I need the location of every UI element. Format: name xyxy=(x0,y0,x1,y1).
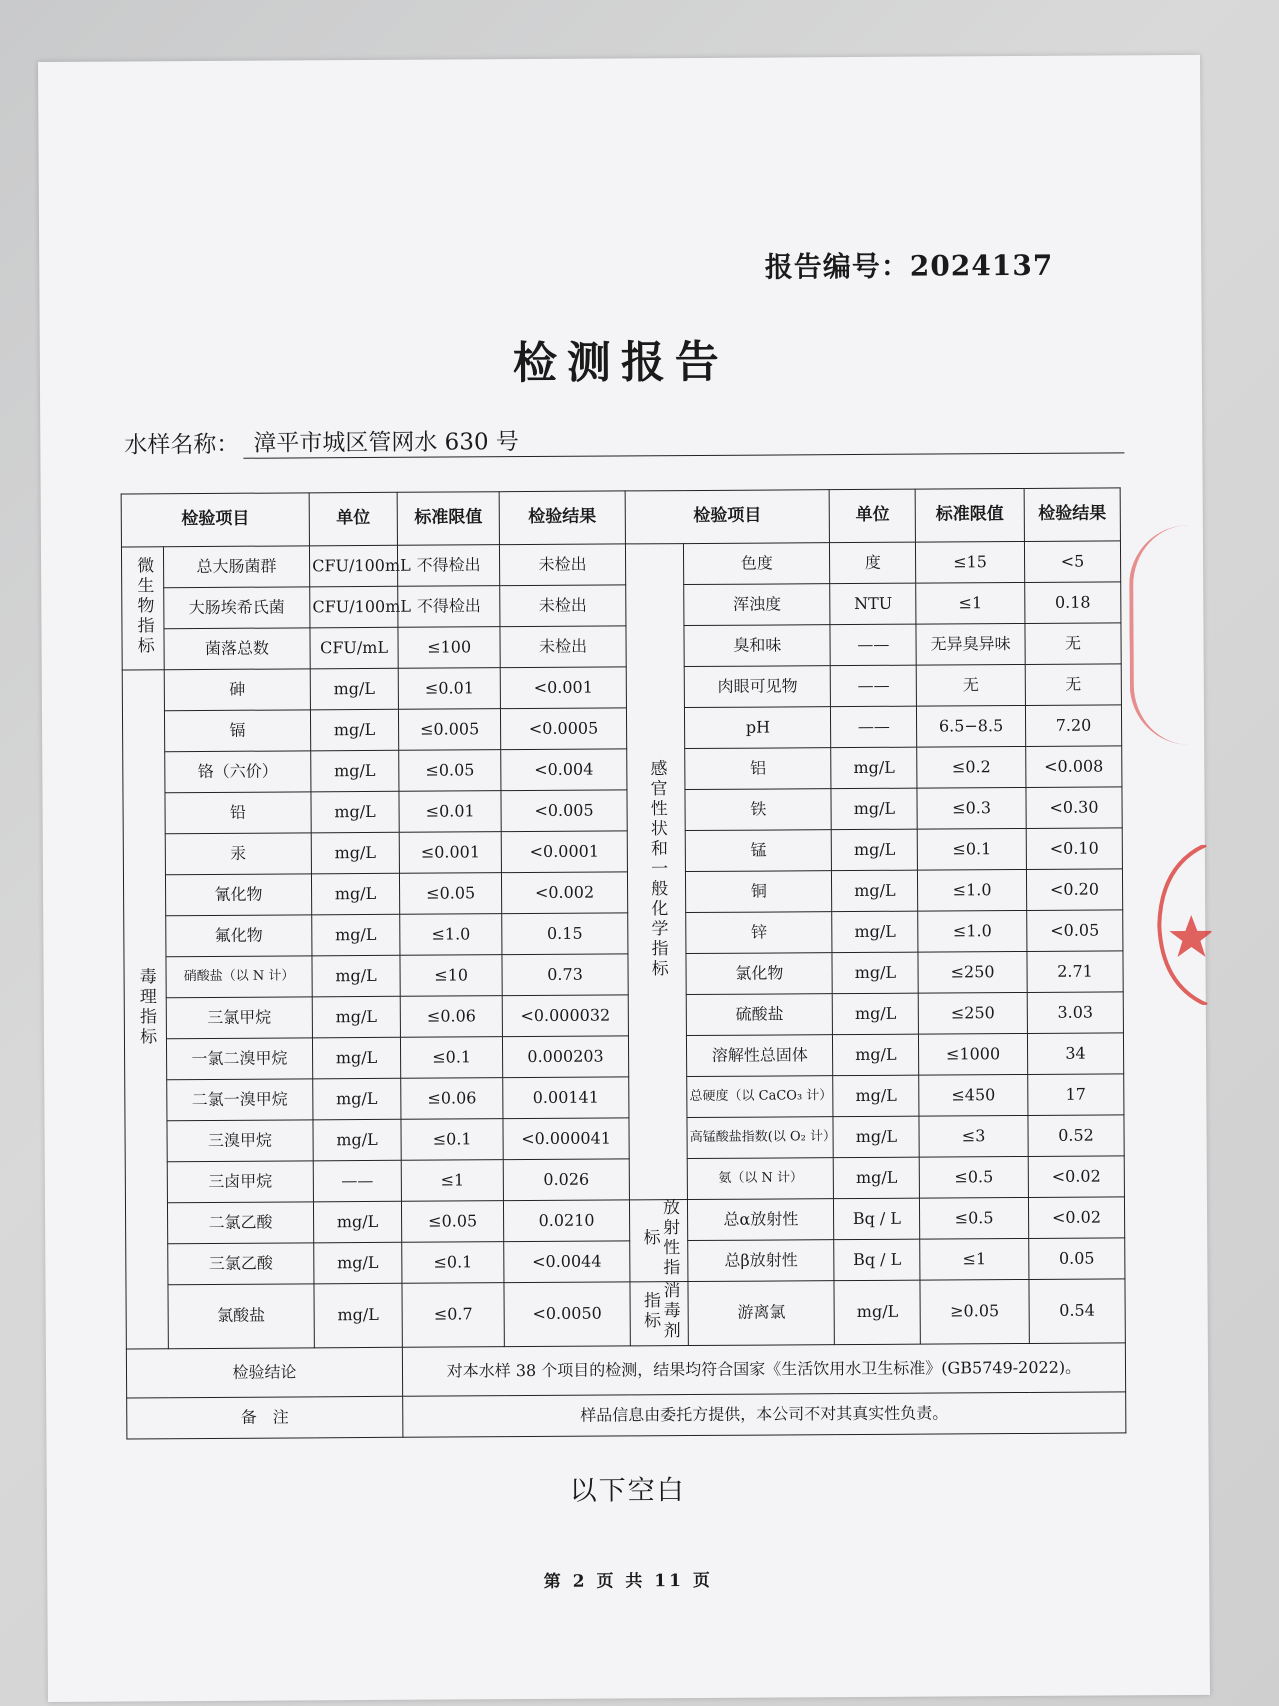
left-item-unit: mg/L xyxy=(312,955,400,997)
left-item-name: 氰化物 xyxy=(165,874,312,916)
right-item-limit: ≤0.1 xyxy=(917,828,1026,870)
right-item-name: 氯化物 xyxy=(686,953,833,995)
left-item-name: 一氯二溴甲烷 xyxy=(166,1038,313,1080)
left-item-result: <0.0001 xyxy=(501,831,627,873)
right-item-limit: ≥0.05 xyxy=(920,1279,1029,1344)
group-disinfect xyxy=(630,1282,689,1346)
table-row xyxy=(124,951,1123,998)
right-item-unit: —— xyxy=(830,624,916,666)
left-item-unit: mg/L xyxy=(313,1037,401,1079)
right-item-unit: mg/L xyxy=(833,993,919,1035)
right-item-result: 3.03 xyxy=(1027,992,1123,1034)
table-row xyxy=(123,828,1122,875)
left-item-unit: —— xyxy=(313,1160,401,1202)
blank-note: 以下空白 xyxy=(569,1475,686,1507)
right-item-result: 0.52 xyxy=(1028,1115,1124,1157)
right-item-result: <0.008 xyxy=(1026,746,1122,788)
left-item-name: 氯酸盐 xyxy=(168,1284,315,1349)
right-item-unit: mg/L xyxy=(832,952,918,994)
left-item-unit: CFU/mL xyxy=(310,627,398,669)
left-item-unit: mg/L xyxy=(314,1283,402,1348)
right-item-result: 17 xyxy=(1028,1074,1124,1116)
qualification-seal-stamp xyxy=(1151,845,1212,1005)
table-header-row xyxy=(121,488,1120,547)
remark-label: 备 注 xyxy=(127,1396,403,1439)
right-item-result: 34 xyxy=(1027,1033,1123,1075)
table-row xyxy=(124,1033,1123,1080)
group-label-radio: 放射性指标 xyxy=(639,1198,680,1279)
left-item-name: 硝酸盐（以 N 计） xyxy=(166,956,313,998)
left-item-name: 汞 xyxy=(165,833,312,875)
right-item-limit: ≤1.0 xyxy=(918,910,1027,952)
table-row xyxy=(122,664,1121,711)
left-item-limit: ≤0.01 xyxy=(398,668,501,710)
right-item-limit: ≤1000 xyxy=(919,1033,1028,1075)
right-item-name: 总α放射性 xyxy=(688,1199,835,1241)
right-item-result: <0.02 xyxy=(1028,1156,1124,1198)
left-item-name: 三溴甲烷 xyxy=(167,1120,314,1162)
right-item-result: 无 xyxy=(1025,623,1121,665)
sample-name-value: 漳平市城区管网水 630 号 xyxy=(243,419,1124,458)
right-item-result: <5 xyxy=(1024,541,1120,583)
left-item-result: <0.0005 xyxy=(501,708,627,750)
left-item-result: <0.001 xyxy=(500,667,626,709)
left-item-result: <0.004 xyxy=(501,749,627,791)
left-item-result: 0.000203 xyxy=(503,1036,629,1078)
left-item-limit: ≤0.7 xyxy=(402,1283,505,1348)
left-item-name: 二氯乙酸 xyxy=(167,1202,314,1244)
left-item-limit: ≤0.05 xyxy=(399,873,502,915)
page-title: 检测报告 xyxy=(512,336,730,390)
left-item-unit: CFU/100mL xyxy=(310,586,398,628)
table-row xyxy=(125,1156,1124,1203)
sample-name-label: 水样名称： xyxy=(124,431,240,459)
left-item-limit: ≤0.1 xyxy=(401,1119,504,1161)
sample-name-line xyxy=(124,419,1124,459)
right-item-name: 铁 xyxy=(685,789,832,831)
left-item-result: 0.15 xyxy=(502,913,628,955)
left-item-limit: 不得检出 xyxy=(398,586,501,628)
left-item-result: <0.000032 xyxy=(502,995,628,1037)
header-unit-left: 单位 xyxy=(309,492,397,546)
right-item-name: 肉眼可见物 xyxy=(684,666,831,708)
left-item-name: 菌落总数 xyxy=(164,628,311,670)
left-item-limit: ≤0.06 xyxy=(401,1078,504,1120)
table-row xyxy=(126,1238,1125,1285)
table-row xyxy=(122,623,1121,670)
right-item-limit: ≤0.3 xyxy=(917,787,1026,829)
left-item-unit: mg/L xyxy=(314,1201,402,1243)
left-item-limit: ≤0.06 xyxy=(400,996,503,1038)
left-item-limit: ≤0.005 xyxy=(398,709,501,751)
right-item-unit: mg/L xyxy=(833,1116,919,1158)
right-item-unit: mg/L xyxy=(834,1280,920,1345)
table-row xyxy=(125,1074,1124,1121)
left-item-result: 0.00141 xyxy=(503,1077,629,1119)
right-item-limit: ≤15 xyxy=(916,541,1025,583)
left-item-unit: mg/L xyxy=(314,1242,402,1284)
right-item-result: 2.71 xyxy=(1027,951,1123,993)
header-result-left: 检验结果 xyxy=(499,491,625,545)
left-item-name: 铅 xyxy=(165,792,312,834)
right-item-unit: mg/L xyxy=(834,1157,920,1199)
left-item-limit: ≤0.1 xyxy=(402,1242,505,1284)
group-sensory xyxy=(625,544,688,1200)
left-item-unit: mg/L xyxy=(313,1119,401,1161)
left-item-name: 三氯甲烷 xyxy=(166,997,313,1039)
left-item-name: 氟化物 xyxy=(166,915,313,957)
left-item-result: <0.002 xyxy=(502,872,628,914)
right-item-name: 总硬度（以 CaCO₃ 计） xyxy=(687,1076,834,1118)
right-item-name: 氨（以 N 计） xyxy=(687,1158,834,1200)
group-label-disinfect: 消毒剂指标 xyxy=(639,1281,680,1342)
right-item-unit: mg/L xyxy=(833,1075,919,1117)
left-item-name: 大肠埃希氏菌 xyxy=(164,587,311,629)
right-item-unit: Bq / L xyxy=(834,1198,920,1240)
right-item-unit: —— xyxy=(831,706,917,748)
right-item-name: 铜 xyxy=(686,871,833,913)
right-item-limit: 无 xyxy=(916,664,1025,706)
right-item-unit: mg/L xyxy=(831,747,917,789)
right-item-result: 7.20 xyxy=(1025,705,1121,747)
left-item-unit: mg/L xyxy=(310,668,398,710)
table-row xyxy=(122,705,1121,752)
right-item-limit: ≤3 xyxy=(919,1115,1028,1157)
group-micro xyxy=(121,547,164,670)
remark-row xyxy=(127,1392,1126,1439)
right-item-result: <0.30 xyxy=(1026,787,1122,829)
right-item-limit: ≤0.2 xyxy=(917,746,1026,788)
left-item-result: 0.73 xyxy=(502,954,628,996)
right-item-unit: Bq / L xyxy=(834,1239,920,1281)
right-item-result: <0.02 xyxy=(1028,1197,1124,1239)
header-item-right: 检验项目 xyxy=(625,490,830,544)
left-item-unit: mg/L xyxy=(312,996,400,1038)
right-item-result: 0.18 xyxy=(1025,582,1121,624)
right-item-name: 溶解性总固体 xyxy=(687,1035,834,1077)
left-item-unit: mg/L xyxy=(311,750,399,792)
table-row xyxy=(123,787,1122,834)
right-item-limit: ≤1 xyxy=(916,582,1025,624)
left-item-result: <0.0050 xyxy=(504,1282,630,1347)
table-row xyxy=(121,541,1120,588)
right-item-limit: ≤1 xyxy=(920,1238,1029,1280)
right-item-result: <0.10 xyxy=(1026,828,1122,870)
right-item-unit: NTU xyxy=(830,583,916,625)
right-item-result: 0.05 xyxy=(1029,1238,1125,1280)
left-item-limit: 不得检出 xyxy=(397,545,500,587)
left-item-name: 二氯一溴甲烷 xyxy=(167,1079,314,1121)
right-item-unit: mg/L xyxy=(832,829,918,871)
left-item-name: 镉 xyxy=(164,710,311,752)
group-label-toxic: 毒理指标 xyxy=(135,967,157,1048)
left-item-limit: ≤1 xyxy=(401,1160,504,1202)
table-row xyxy=(123,746,1122,793)
right-item-result: 无 xyxy=(1025,664,1121,706)
left-item-unit: CFU/100mL xyxy=(310,545,398,587)
right-item-name: 锰 xyxy=(685,830,832,872)
group-radio xyxy=(629,1200,688,1282)
page-number: 第 2 页 共 11 页 xyxy=(543,1570,713,1592)
group-label-sensory: 感官性状和一般化学指标 xyxy=(646,759,668,980)
table-row xyxy=(125,1197,1124,1244)
header-result-right: 检验结果 xyxy=(1024,488,1120,542)
right-item-result: <0.20 xyxy=(1026,869,1122,911)
right-item-name: pH xyxy=(685,707,832,749)
right-item-result: 0.54 xyxy=(1029,1279,1126,1344)
left-item-unit: mg/L xyxy=(312,873,400,915)
table-row xyxy=(125,1115,1124,1162)
left-item-result: 未检出 xyxy=(500,585,626,627)
group-toxic xyxy=(122,670,168,1349)
right-item-limit: 无异臭异味 xyxy=(916,623,1025,665)
right-item-limit: ≤1.0 xyxy=(918,869,1027,911)
left-item-limit: ≤0.001 xyxy=(399,832,502,874)
right-item-name: 高锰酸盐指数(以 O₂ 计） xyxy=(687,1117,834,1159)
left-item-limit: ≤10 xyxy=(400,955,503,997)
right-item-name: 游离氯 xyxy=(688,1281,835,1346)
left-item-name: 总大肠菌群 xyxy=(163,546,310,588)
left-item-unit: mg/L xyxy=(311,709,399,751)
left-item-limit: ≤0.05 xyxy=(399,750,502,792)
right-item-name: 锌 xyxy=(686,912,833,954)
table-row xyxy=(124,910,1123,957)
left-item-result: 0.026 xyxy=(503,1159,629,1201)
right-item-name: 总β放射性 xyxy=(688,1240,835,1282)
left-item-result: <0.005 xyxy=(501,790,627,832)
right-item-name: 色度 xyxy=(684,543,831,585)
right-item-unit: mg/L xyxy=(833,1034,919,1076)
right-item-limit: 6.5−8.5 xyxy=(917,705,1026,747)
left-item-unit: mg/L xyxy=(313,1078,401,1120)
right-item-unit: —— xyxy=(831,665,917,707)
right-item-unit: 度 xyxy=(830,542,916,584)
right-item-unit: mg/L xyxy=(832,870,918,912)
left-item-limit: ≤0.1 xyxy=(400,1037,503,1079)
official-seal-stamp xyxy=(1129,525,1224,746)
report-page xyxy=(38,55,1210,1702)
left-item-limit: ≤0.01 xyxy=(399,791,502,833)
remark-text: 样品信息由委托方提供，本公司不对其真实性负责。 xyxy=(403,1392,1126,1437)
right-item-name: 硫酸盐 xyxy=(686,994,833,1036)
left-item-result: <0.0044 xyxy=(504,1241,630,1283)
left-item-unit: mg/L xyxy=(311,832,399,874)
header-item-left: 检验项目 xyxy=(121,493,309,547)
left-item-name: 砷 xyxy=(164,669,311,711)
left-item-limit: ≤0.05 xyxy=(401,1201,504,1243)
table-row xyxy=(123,869,1122,916)
right-item-limit: ≤0.5 xyxy=(920,1197,1029,1239)
right-item-result: <0.05 xyxy=(1027,910,1123,952)
table-row xyxy=(124,992,1123,1039)
conclusion-label: 检验结论 xyxy=(126,1347,402,1398)
right-item-name: 浑浊度 xyxy=(684,584,831,626)
right-item-limit: ≤0.5 xyxy=(919,1156,1028,1198)
header-unit-right: 单位 xyxy=(830,489,916,543)
table-row xyxy=(122,582,1121,629)
right-item-unit: mg/L xyxy=(831,788,917,830)
right-item-name: 臭和味 xyxy=(684,625,831,667)
table-row xyxy=(126,1279,1125,1349)
left-item-unit: mg/L xyxy=(312,914,400,956)
left-item-name: 三氯乙酸 xyxy=(168,1243,315,1285)
left-item-name: 铬（六价） xyxy=(165,751,312,793)
left-item-limit: ≤1.0 xyxy=(400,914,503,956)
right-item-limit: ≤250 xyxy=(918,992,1027,1034)
conclusion-text: 对本水样 38 个项目的检测，结果均符合国家《生活饮用水卫生标准》(GB5749-2022)。 xyxy=(402,1343,1125,1396)
left-item-result: 未检出 xyxy=(500,544,626,586)
conclusion-row xyxy=(126,1343,1125,1398)
header-limit-right: 标准限值 xyxy=(915,488,1024,542)
left-item-name: 三卤甲烷 xyxy=(167,1161,314,1203)
left-item-result: <0.000041 xyxy=(503,1118,629,1160)
group-label-micro: 微生物指标 xyxy=(133,556,154,657)
left-item-result: 未检出 xyxy=(500,626,626,668)
left-item-result: 0.0210 xyxy=(504,1200,630,1242)
report-number: 报告编号：2024137 xyxy=(764,248,1054,284)
right-item-limit: ≤250 xyxy=(918,951,1027,993)
right-item-limit: ≤450 xyxy=(919,1074,1028,1116)
right-item-unit: mg/L xyxy=(832,911,918,953)
right-item-name: 铝 xyxy=(685,748,832,790)
header-limit-left: 标准限值 xyxy=(397,492,500,546)
left-item-limit: ≤100 xyxy=(398,627,501,669)
results-table xyxy=(121,487,1127,1439)
left-item-unit: mg/L xyxy=(311,791,399,833)
